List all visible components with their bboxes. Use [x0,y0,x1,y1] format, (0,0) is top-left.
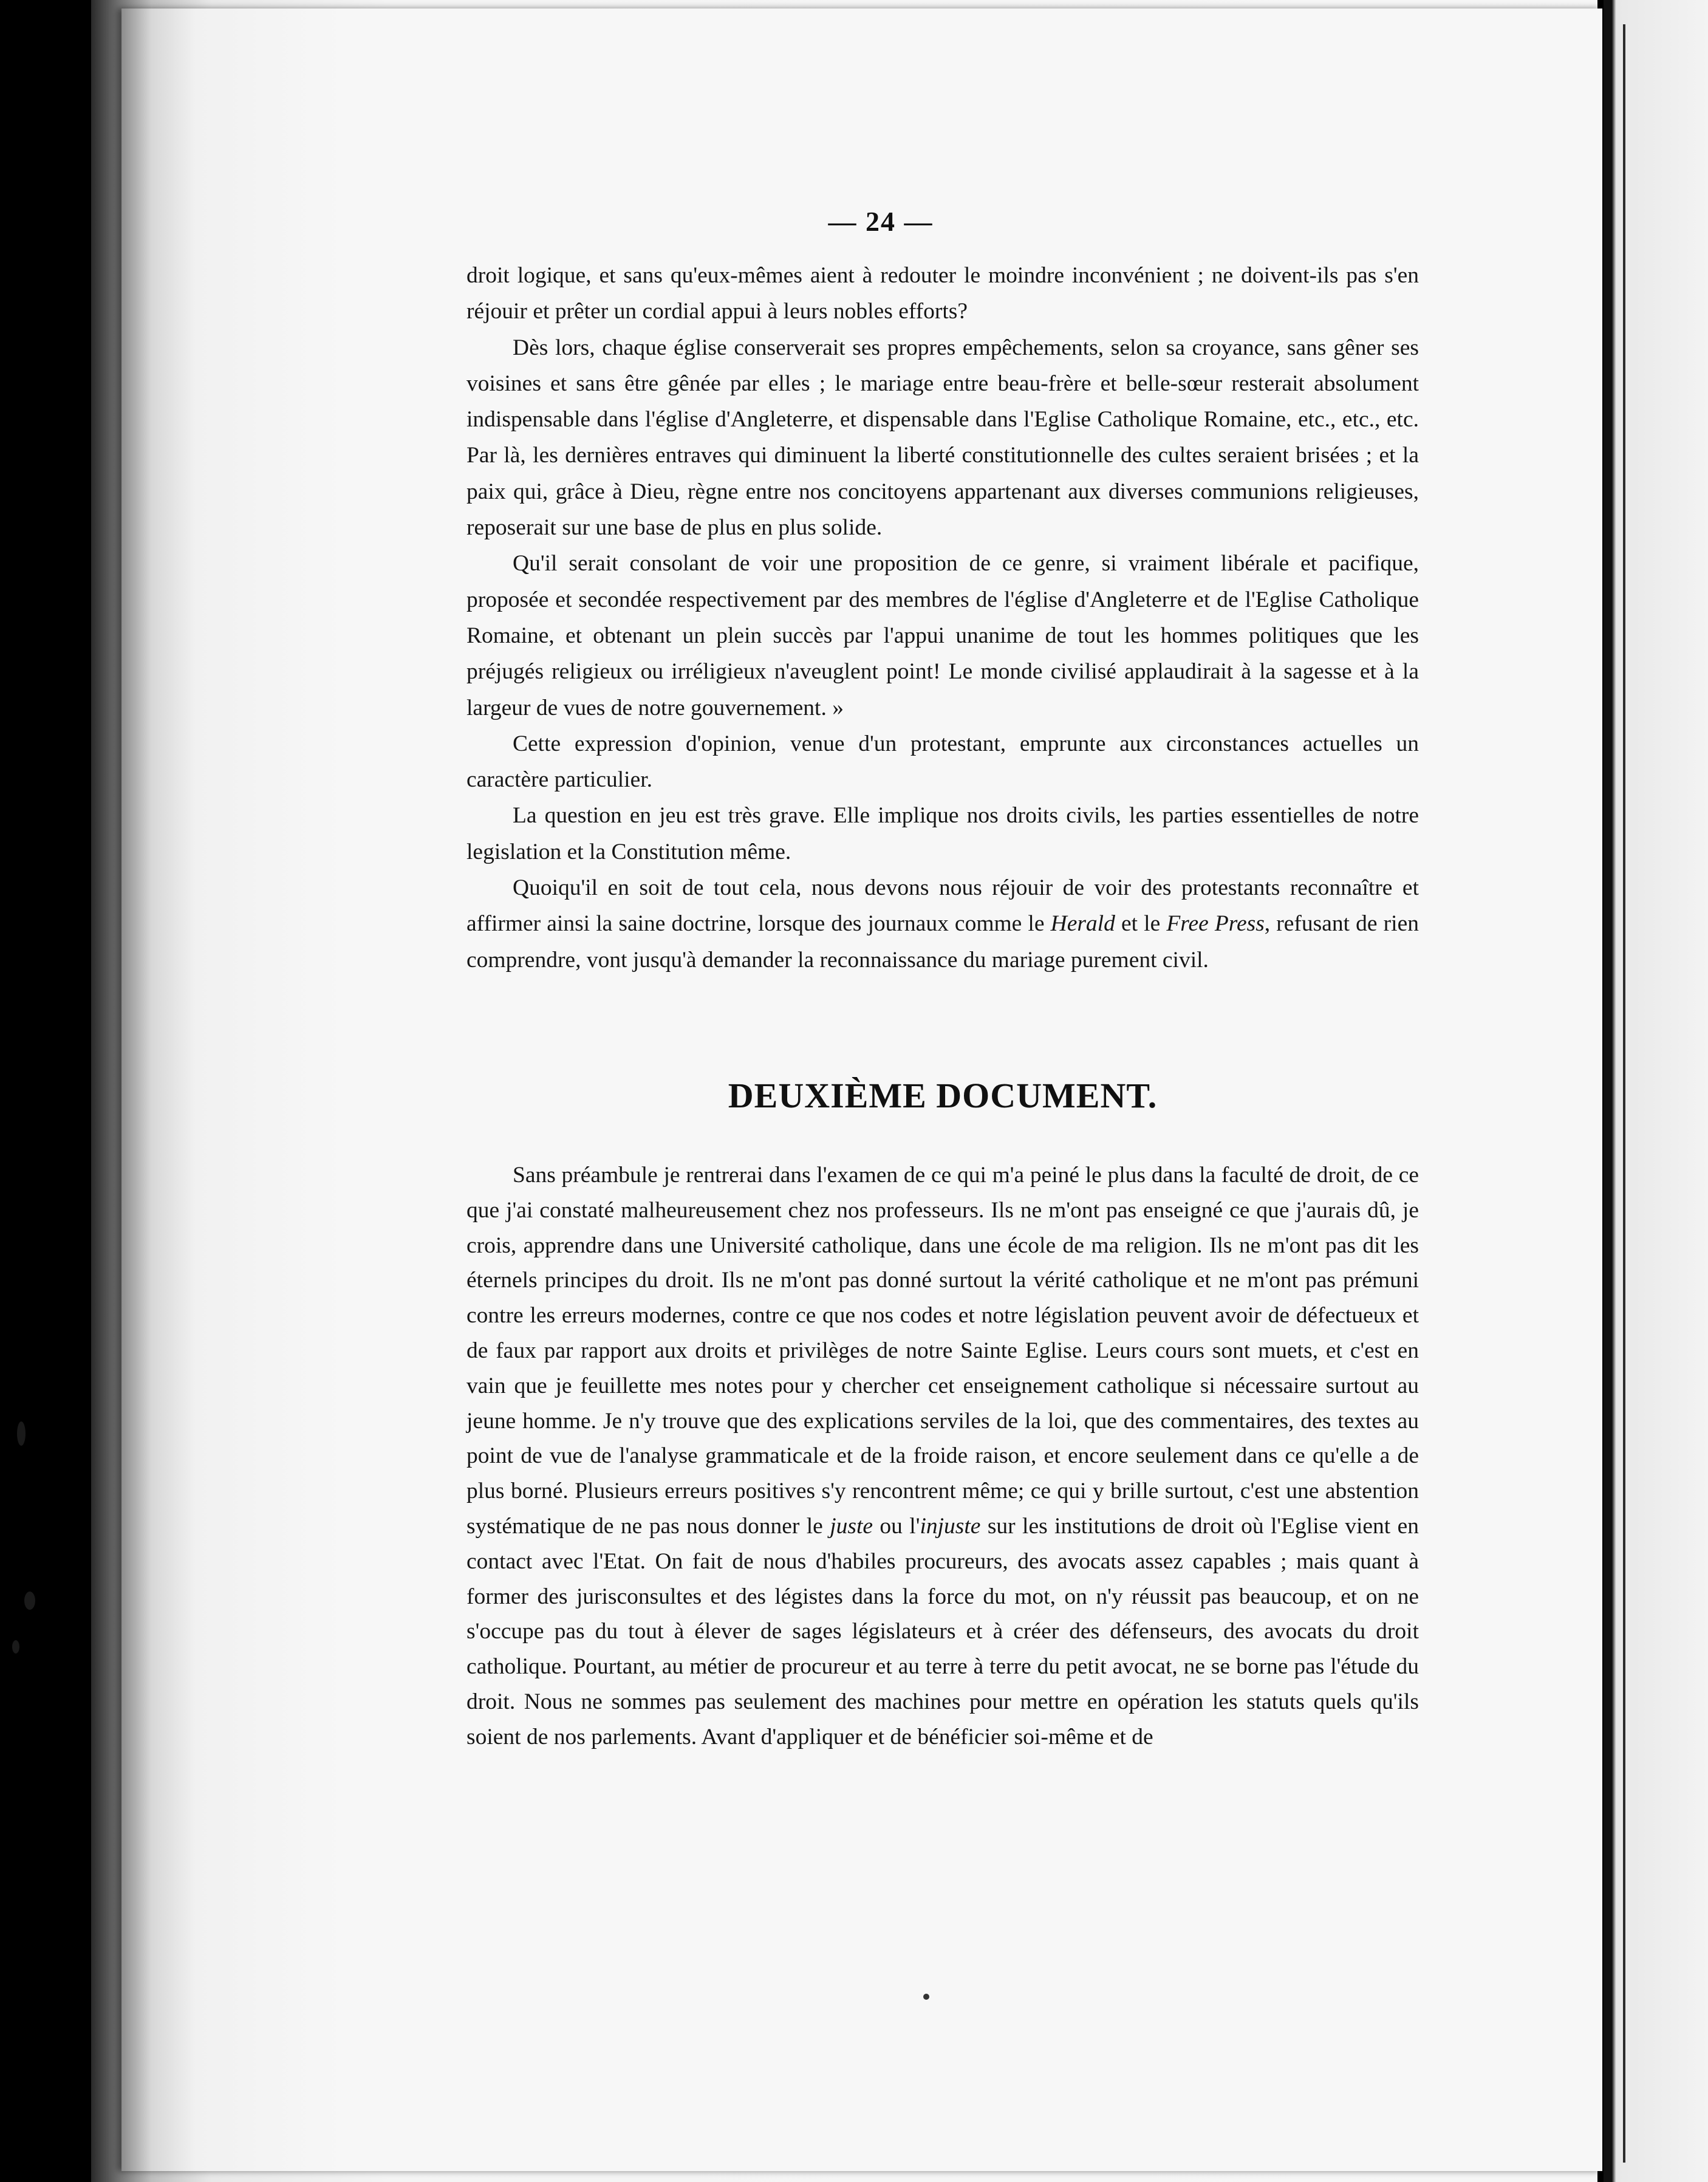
scan-smudge [12,1640,19,1654]
paragraph: Dès lors, chaque église conserverait ses propres empêchements, selon sa croyance, sans gêner ses voisines et sans être gênée par elles ; le mariage entre beau-frère et belle-sœur resterait absolument indispensable dans l'église d'Angleterre, et dispensable dans l'Eglise Catholique Romaine, etc., etc., etc. Par là, les dernières entraves qui diminuent la liberté constitutionnelle des cultes seraient brisées ; et la paix qui, grâce à Dieu, règne entre nos concitoyens appartenant aux diverses communions religieuses, reposerait sur une base de plus en plus solide. [466,335,1419,541]
body-text-top [466,258,1419,978]
facing-page-strip [1604,0,1708,2182]
text-run: , refusant de rien comprendre, vont jusqu'à demander la reconnaissance du mariage purement civil. [466,911,1419,973]
newspaper-title-free-press: Free Press [1166,911,1265,937]
text-run: Sans préambule je rentrerai dans l'examen de ce qui m'a peiné le plus dans la faculté de droit, de ce que j'ai constaté malheureusement chez nos professeurs. Ils ne m'ont pas enseigné ce que j'aurais dû, je crois, apprendre dans une Université catholique, dans une école de ma religion. Ils ne m'ont pas dit les éternels principes du droit. Ils ne m'ont pas donné surtout la vérité catholique et ne m'ont pas prémuni contre les erreurs modernes, contre ce que nos codes et notre législation peuvent avoir de défectueux et de faux par rapport aux droits et privilèges de notre Sainte Eglise. Leurs cours sont muets, et c'est en vain que je feuillette mes notes pour y chercher cet enseignement catholique si nécessaire surtout au jeune homme. Je n'y trouve que des explications serviles de la loi, que des commentaires, des textes au point de vue de l'analyse grammaticale et de la froide raison, et encore seulement dans ce qu'elle a de plus borné. Plusieurs erreurs positives s'y rencontrent même; ce qui y brille surtout, c'est une abstention systématique de ne pas nous donner le [466,1163,1419,1539]
paragraph: droit logique, et sans qu'eux-mêmes aient à redouter le moindre inconvénient ; ne doivent-ils pas s'en réjouir et prêter un cordial appui à leurs nobles efforts? [466,263,1419,324]
text-run: et le [1115,911,1167,937]
text-run: Quoiqu'il en soit de tout cela, nous devons nous réjouir de voir des protestants reconnaître et affirmer ainsi la saine doctrine, lorsque des journaux comme le [466,875,1419,937]
scan-smudge [17,1421,26,1446]
italic-word-juste: juste [830,1513,873,1539]
facing-page-edge [1623,24,1625,2163]
newspaper-title-herald: Herald [1050,911,1115,937]
paragraph: La question en jeu est très grave. Elle implique nos droits civils, les parties essentielles de notre legislation et la Constitution même. [466,803,1419,864]
page-number: — 24 — [828,206,934,237]
italic-word-injuste: injuste [920,1513,981,1539]
paragraph: Cette expression d'opinion, venue d'un protestant, emprunte aux circonstances actuelles un caractère particulier. [466,731,1419,793]
text-run: sur les institutions de droit où l'Eglise vient en contact avec l'Etat. On fait de nous d'habiles procureurs, des avocats assez capables ; mais quant à former des jurisconsultes et des légistes dans la force du mot, on n'y réussit pas beaucoup, et on ne s'occupe pas du tout à élever de sages législateurs et à créer des défenseurs, des avocats du droit catholique. Pourtant, au métier de procureur et au terre à terre du petit avocat, ne se borne pas l'étude du droit. Nous ne sommes pas seulement des machines pour mettre en opération les statuts quels qu'ils soient de nos parlements. Avant d'appliquer et de bénéficier soi-même et de [466,1513,1419,1749]
ink-speck [923,1994,929,2000]
section-heading: DEUXIÈME DOCUMENT. [728,1076,1158,1115]
paragraph: Qu'il serait consolant de voir une proposition de ce genre, si vraiment libérale et pacifique, proposée et secondée respectivement par des membres de l'église d'Angleterre et de l'Eglise Catholique Romaine, et obtenant un plein succès par l'appui unanime de tout les hommes politiques que les préjugés religieux ou irréligieux n'aveuglent point! Le monde civilisé applaudirait à la sagesse et à la largeur de vues de notre gouvernement. » [466,551,1419,720]
scan-smudge [24,1592,35,1610]
body-text-doc2 [466,1158,1419,1755]
text-run: ou l' [873,1513,920,1539]
paragraph-doc2 [466,1158,1419,1755]
paragraph-herald [466,870,1419,978]
